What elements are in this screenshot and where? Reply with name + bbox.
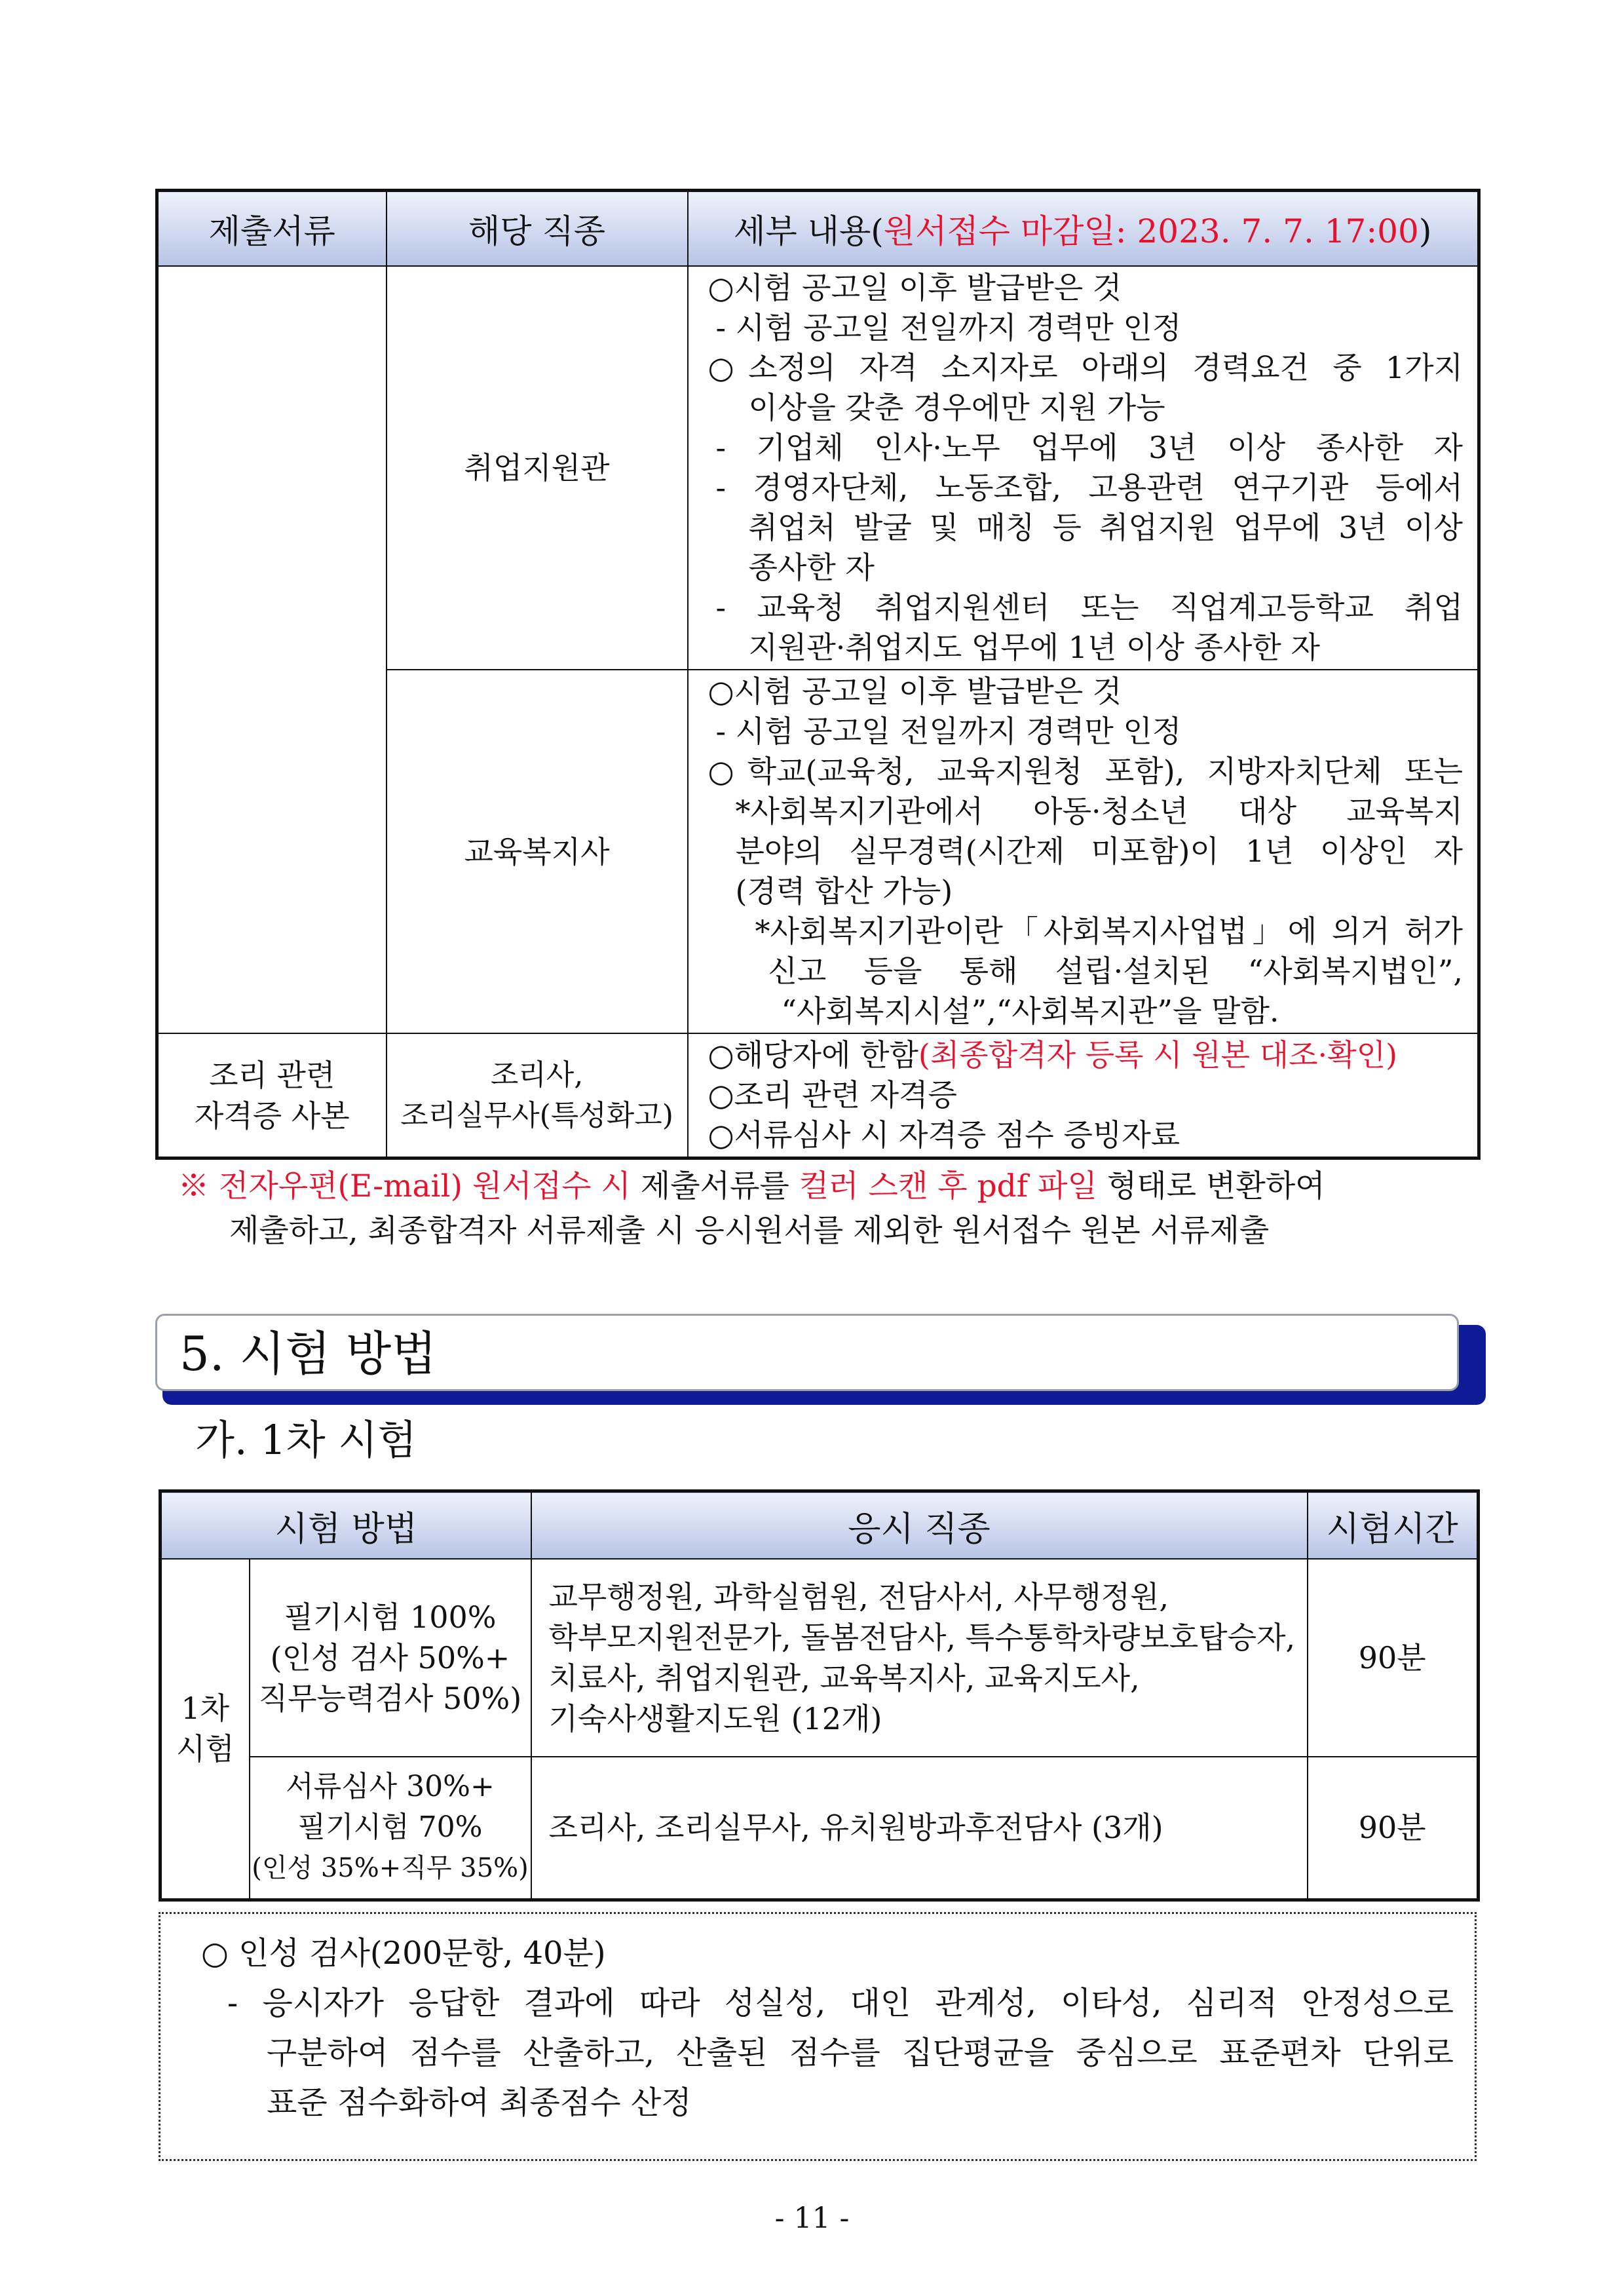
jobs-line: 교무행정원, 과학실험원, 전담사서, 사무행정원, <box>548 1579 1169 1615</box>
method-cell <box>250 1559 531 1757</box>
detail-line: ○소정의 자격 소지자로 아래의 경력요건 중 1가지 <box>708 350 1463 385</box>
jobs-line: 학부모지원전문가, 돌봄전담사, 특수통학차량보호탑승자, <box>548 1620 1296 1655</box>
detail-line-prefix: ○해당자에 한함 <box>708 1037 918 1073</box>
detail-line: ○시험 공고일 이후 발급받은 것 <box>708 270 1122 305</box>
note-mark: ※ <box>178 1168 209 1204</box>
method-line: 직무능력검사 50%) <box>258 1681 522 1716</box>
detail-line: 종사한 자 <box>748 550 875 585</box>
cook-job-line: 조리사, <box>490 1058 584 1092</box>
original-check-note: (최종합격자 등록 시 원본 대조·확인) <box>918 1037 1397 1073</box>
cook-details <box>688 1033 1479 1158</box>
detail-line: - 기업체 인사·노무 업무에 3년 이상 종사한 자 <box>715 430 1463 465</box>
personality-title: ○ 인성 검사(200문항, 40분) <box>201 1935 606 1972</box>
method-cell <box>250 1757 531 1900</box>
header-details-suffix: ) <box>1418 212 1432 250</box>
method-line: (인성 35%+직무 35%) <box>252 1853 529 1884</box>
subsection-title: 가. 1차 시험 <box>195 1416 417 1464</box>
method-line: (인성 검사 50%+ <box>270 1640 510 1675</box>
section-heading-box <box>155 1314 1459 1391</box>
cook-doc-line: 조리 관련 <box>209 1057 335 1093</box>
header-details-prefix: 세부 내용( <box>734 212 884 250</box>
note-line: 제출하고, 최종합격자 서류제출 시 응시원서를 제외한 원서접수 원본 서류제출 <box>229 1213 1270 1249</box>
note-text: 형태로 변환하여 <box>1106 1168 1325 1204</box>
exam-method-table <box>159 1489 1480 1902</box>
section-title: 5. 시험 방법 <box>179 1326 437 1381</box>
header-job-type: 해당 직종 <box>387 191 688 267</box>
cook-job-cell <box>387 1033 688 1158</box>
note-red-text: 전자우편(E-mail) 원서접수 시 <box>218 1168 631 1204</box>
table-header-row <box>161 1491 1479 1559</box>
email-submission-note <box>178 1164 1482 1253</box>
time-cell: 90분 <box>1308 1559 1479 1757</box>
method-line: 서류심사 30%+ <box>286 1770 495 1804</box>
detail-line: - 시험 공고일 전일까지 경력만 인정 <box>715 310 1182 345</box>
header-documents: 제출서류 <box>157 191 387 267</box>
detail-line: - 시험 공고일 전일까지 경력만 인정 <box>715 714 1182 749</box>
table-row <box>157 1033 1479 1158</box>
stage-cell <box>161 1559 250 1900</box>
employment-support-details <box>688 266 1479 670</box>
method-line: 필기시험 70% <box>297 1810 483 1845</box>
job-education-welfare: 교육복지사 <box>387 670 688 1033</box>
method-line: 필기시험 100% <box>284 1599 497 1635</box>
note-red-text: 컬러 스캔 후 pdf 파일 <box>799 1168 1097 1204</box>
detail-line: 이상을 갖춘 경우에만 지원 가능 <box>748 390 1165 425</box>
cook-documents-cell <box>157 1033 387 1158</box>
personality-line: 표준 점수화하여 최종점수 산정 <box>267 2084 692 2121</box>
detail-line: - 교육청 취업지원센터 또는 직업계고등학교 취업 <box>715 590 1463 625</box>
detail-line: *사회복지기관에서 아동·청소년 대상 교육복지 <box>735 794 1463 829</box>
education-welfare-details <box>688 670 1479 1033</box>
detail-line: 신고 등을 통해 설립·설치된 “사회복지법인”, <box>768 953 1463 989</box>
cook-doc-line: 자격증 사본 <box>194 1098 350 1134</box>
jobs-cell <box>531 1559 1308 1757</box>
deadline-text: 원서접수 마감일: 2023. 7. 7. 17:00 <box>883 212 1419 250</box>
documents-cell-empty <box>157 266 387 1033</box>
table-row <box>161 1559 1479 1757</box>
header-applicable-jobs: 응시 직종 <box>531 1491 1308 1559</box>
jobs-line: 기숙사생활지도원 (12개) <box>548 1701 882 1736</box>
table-header-row <box>157 191 1479 267</box>
note-line <box>178 1164 1482 1209</box>
table-row <box>161 1757 1479 1900</box>
detail-line: ○학교(교육청, 교육지원청 포함), 지방자치단체 또는 <box>708 754 1463 789</box>
detail-line <box>708 1035 1463 1075</box>
detail-line: “사회복지시설”,“사회복지관”을 말함. <box>781 993 1279 1029</box>
page-number: - 11 - <box>774 2202 850 2235</box>
detail-line: (경력 합산 가능) <box>735 873 953 909</box>
header-details <box>688 191 1479 267</box>
cook-job-line: 조리실무사(특성화고) <box>400 1098 673 1132</box>
job-employment-support: 취업지원관 <box>387 266 688 670</box>
time-cell: 90분 <box>1308 1757 1479 1900</box>
personality-line: 구분하여 점수를 산출하고, 산출된 점수를 집단평균을 중심으로 표준편차 단위로 <box>267 2035 1454 2071</box>
stage-line: 시험 <box>176 1731 235 1767</box>
detail-line: ○조리 관련 자격증 <box>708 1077 957 1113</box>
detail-line: *사회복지기관이란「사회복지사업법」에 의거 허가 <box>755 913 1463 949</box>
detail-line: ○서류심사 시 자격증 점수 증빙자료 <box>708 1117 1180 1153</box>
header-exam-method: 시험 방법 <box>161 1491 531 1559</box>
jobs-cell: 조리사, 조리실무사, 유치원방과후전담사 (3개) <box>531 1757 1308 1900</box>
detail-line: 분야의 실무경력(시간제 미포함)이 1년 이상인 자 <box>735 833 1463 869</box>
personality-line: - 응시자가 응답한 결과에 따라 성실성, 대인 관계성, 이타성, 심리적 안정성으로 <box>227 1985 1454 2021</box>
header-exam-time: 시험시간 <box>1308 1491 1479 1559</box>
detail-line: ○시험 공고일 이후 발급받은 것 <box>708 674 1122 709</box>
table-row <box>157 266 1479 670</box>
detail-line: 취업처 발굴 및 매칭 등 취업지원 업무에 3년 이상 <box>748 510 1463 545</box>
personality-test-box <box>159 1912 1477 2161</box>
detail-line: 지원관·취업지도 업무에 1년 이상 종사한 자 <box>748 630 1320 665</box>
jobs-line: 치료사, 취업지원관, 교육복지사, 교육지도사, <box>548 1660 1140 1696</box>
detail-line: - 경영자단체, 노동조합, 고용관련 연구기관 등에서 <box>715 470 1463 505</box>
note-text: 제출서류를 <box>640 1168 789 1204</box>
stage-line: 1차 <box>181 1691 230 1727</box>
submission-documents-table <box>155 189 1481 1160</box>
